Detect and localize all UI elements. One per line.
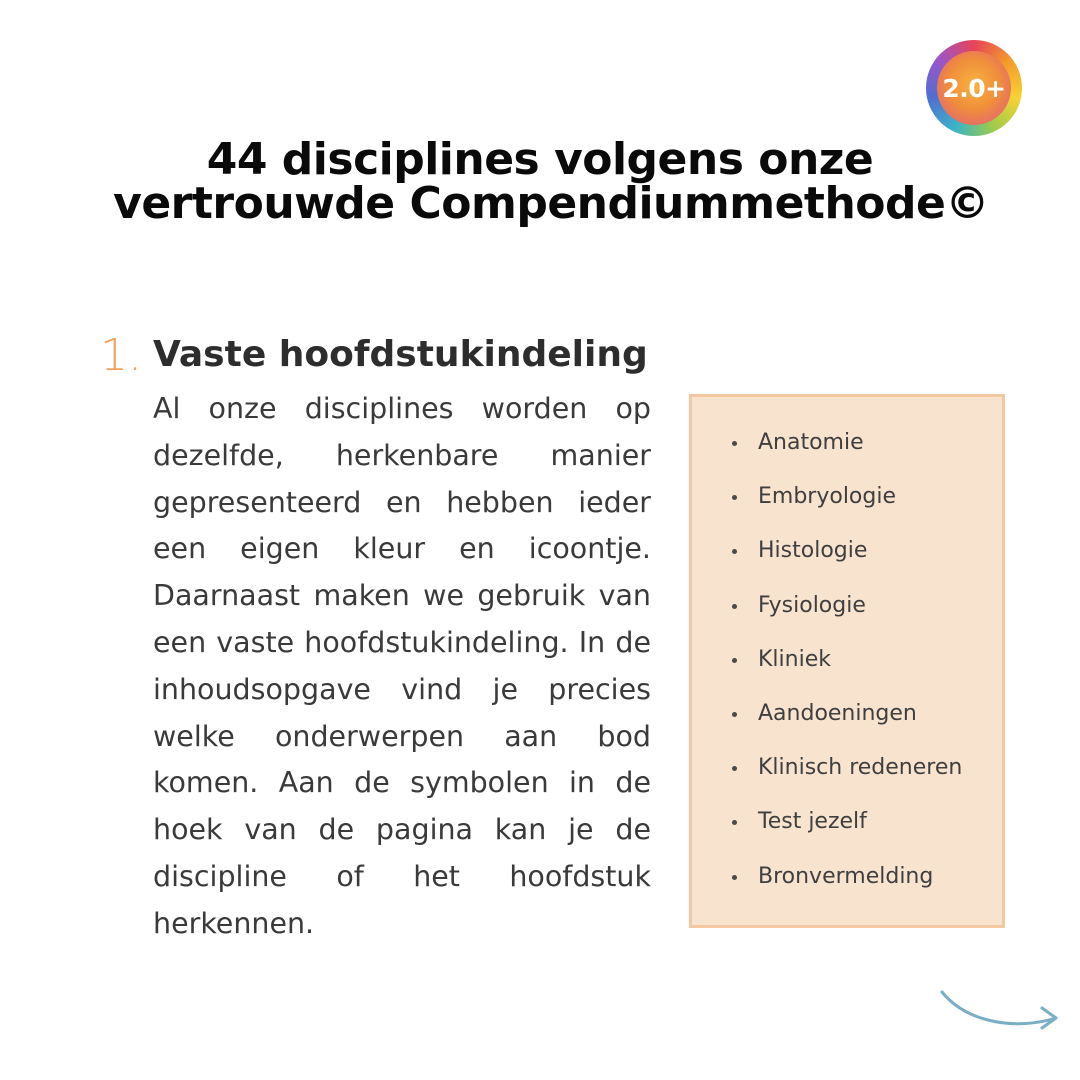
edition-badge [926,40,1022,136]
list-item: Kliniek [728,638,1002,692]
chapter-list-box [689,394,1005,928]
chapter-list [692,397,1002,909]
badge-label: 2.0+ [942,73,1006,103]
badge-center [937,51,1011,125]
section-body: Al onze disciplines worden op dezelfde, herkenbare manier gepresenteerd en hebben ieder een eigen kleur en icoontje. Daarnaast maken we gebruik van een vaste hoofdstukindeling. In de inhoudsopgave vind je precies welke onderwerpen aan bod komen. Aan de symbolen in de hoek van de pagina kan je de discipline of het hoofdstuk herkennen. [153,392,651,940]
list-item: Embryologie [728,475,1002,529]
curved-arrow-right-icon[interactable] [938,986,1064,1036]
list-item: Anatomie [728,421,1002,475]
list-item: Fysiologie [728,584,1002,638]
title-line-2: vertrouwde Compendiummethode© [113,178,989,229]
list-item: Histologie [728,529,1002,583]
list-item: Test jezelf [728,800,1002,854]
section-heading: Vaste hoofdstukindeling [153,334,648,375]
list-item: Aandoeningen [728,692,1002,746]
list-item: Klinisch redeneren [728,746,1002,800]
list-item: Bronvermelding [728,855,1002,909]
title-line-1: 44 disciplines volgens onze [206,134,874,185]
section-number: 1. [100,330,142,381]
page-title [0,134,1080,229]
